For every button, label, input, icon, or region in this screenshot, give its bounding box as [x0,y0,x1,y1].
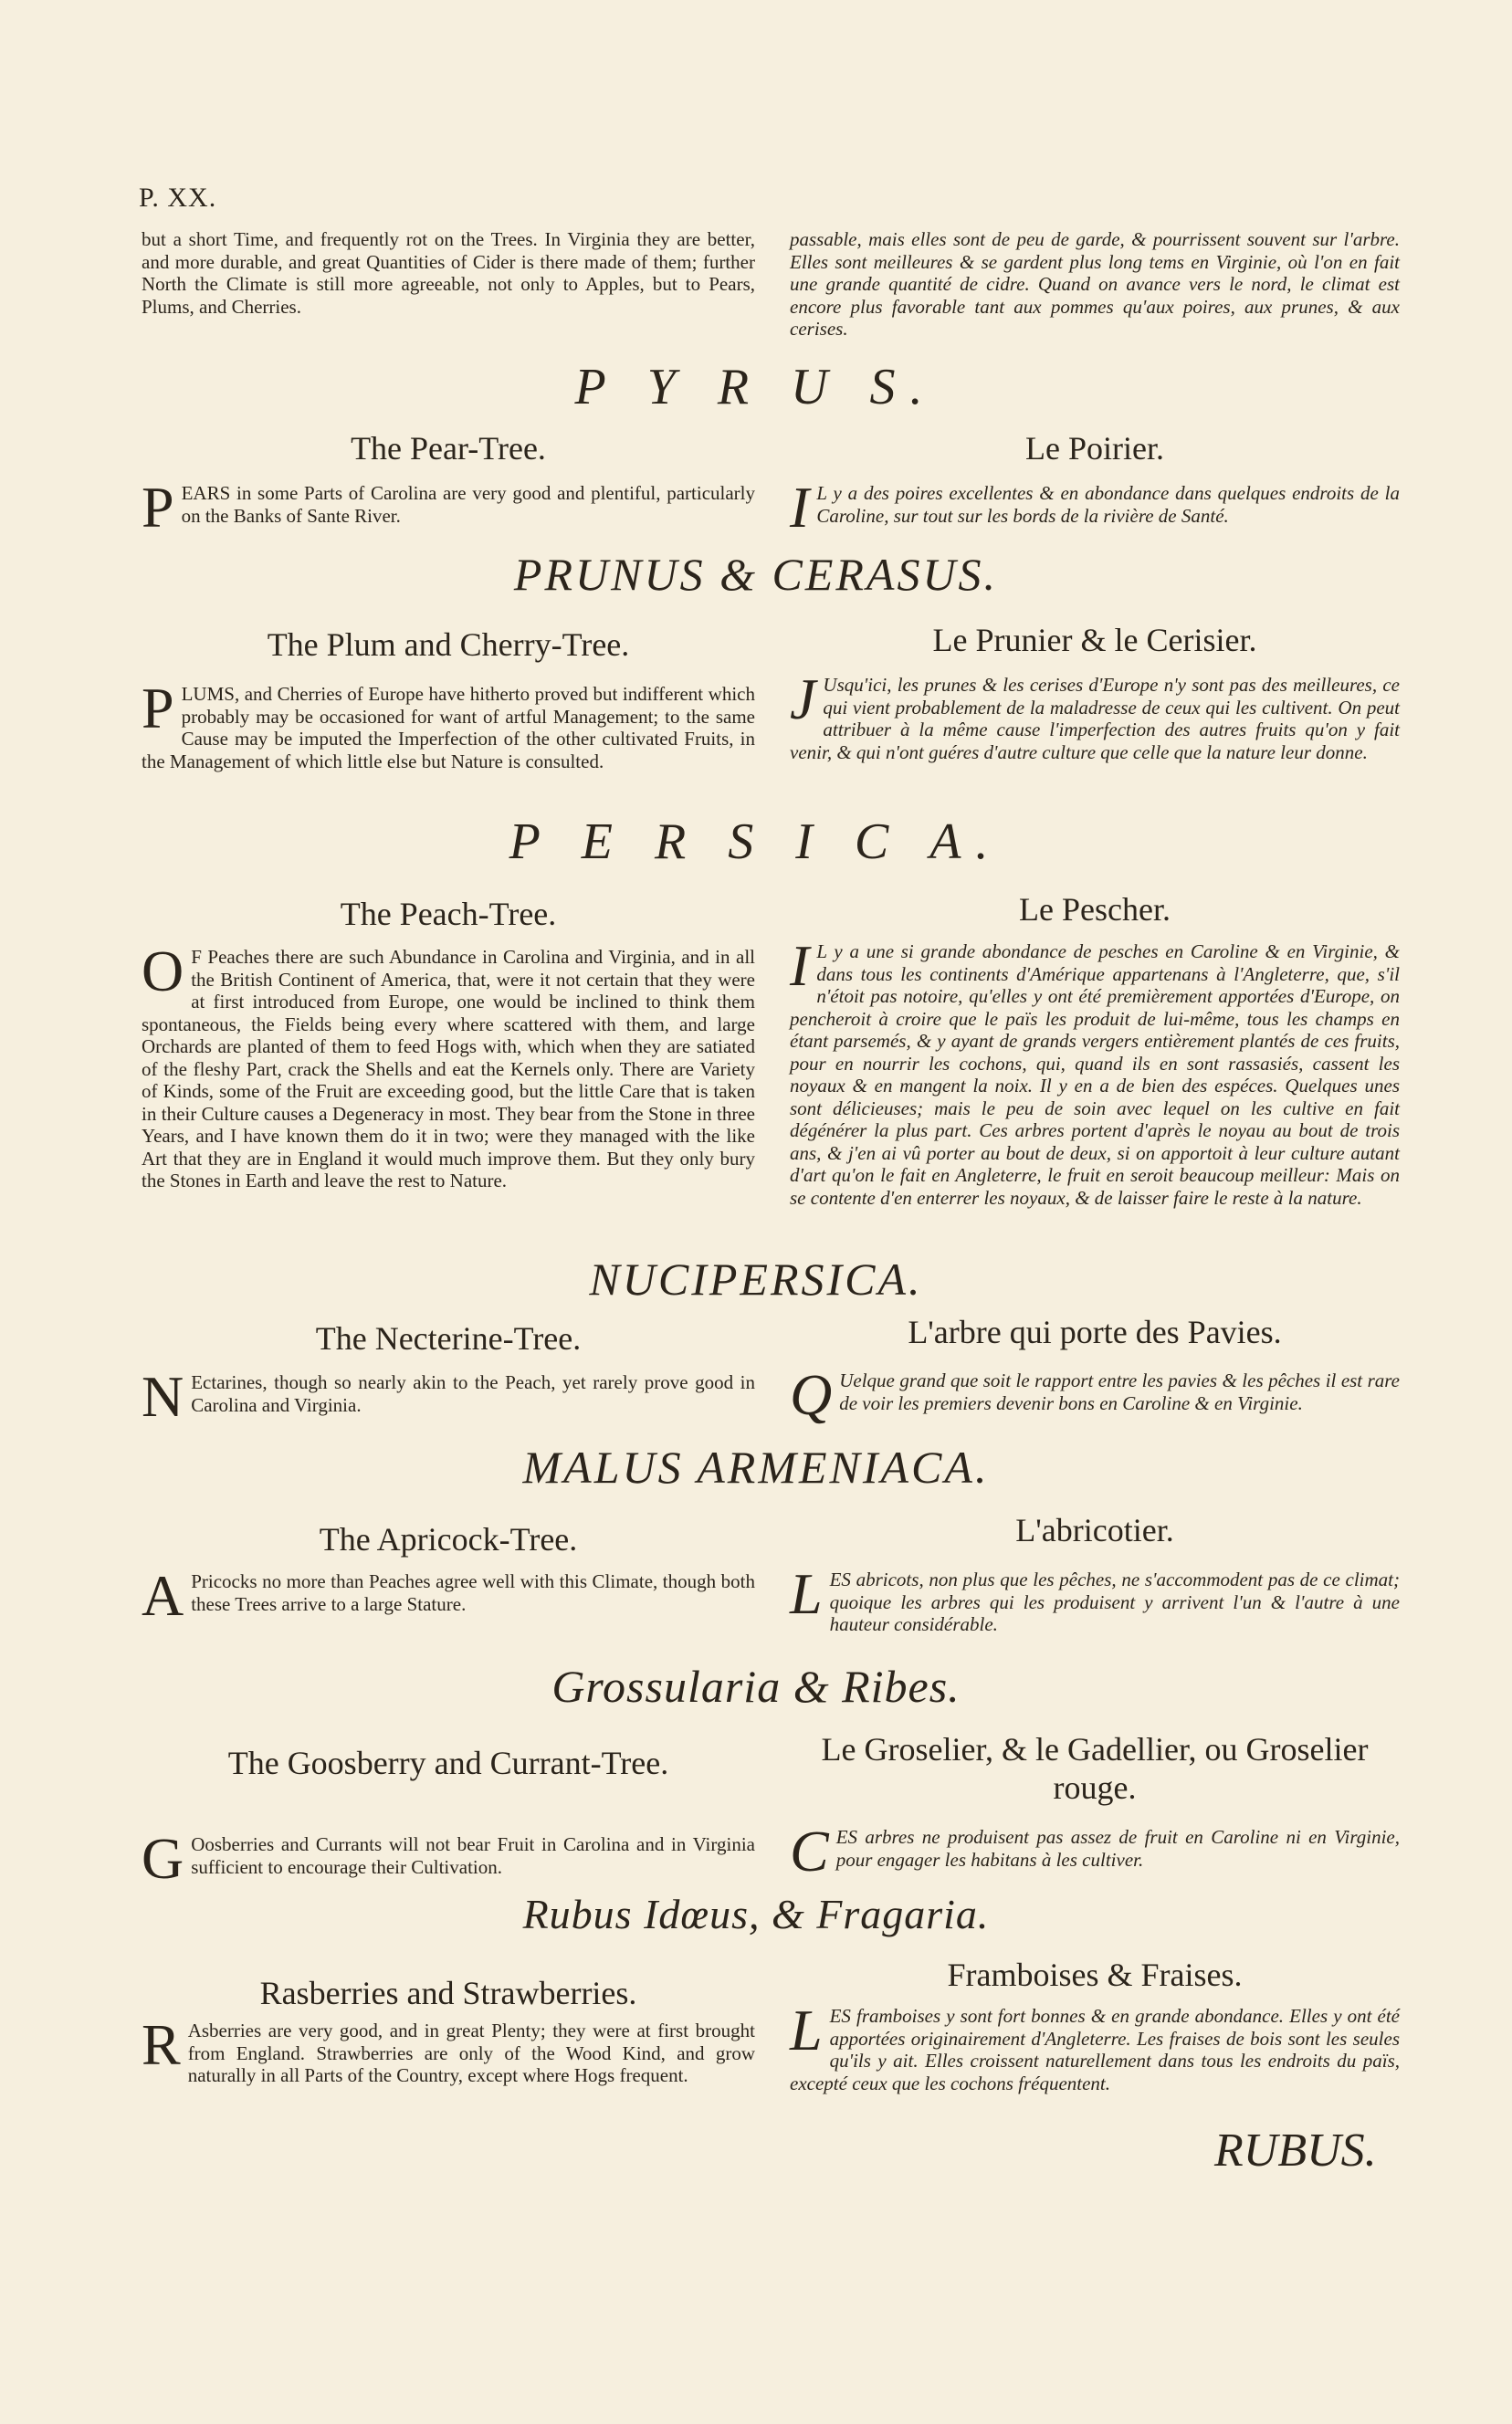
paragraph: ES abricots, non plus que les pêches, ne s'accommodent pas de ce climat; quoique les arbres qui les produisent y arrivent l'un & l'autre à une hauteur considérable. [829,1569,1400,1635]
english-text-rasberries [142,2012,755,2087]
english-text-pear [142,475,755,540]
english-title-rasberries: Rasberries and Strawberries. [259,1975,637,2011]
intro-english: but a short Time, and frequently rot on the Trees. In Virginia they are better, and more durable, and great Quantities of Cider is there made of them; further North the Climate is still more agreeable, not only to Apples, but to Pears, Plums, and Cherries. [142,228,755,318]
section-heading-nucipersica: NUCIPERSICA. [589,1254,923,1305]
drop-cap: P [142,676,174,740]
paragraph: LUMS, and Cherries of Europe have hitherto proved but indifferent which probably may be occasioned for want of artful Management; to the same Cause may be imputed the Imperfection of the other cultivated Fruits, in the Management of which little else but Nature is consulted. [142,683,755,772]
drop-cap: J [790,666,816,731]
paragraph: Uelque grand que soit le rapport entre les pavies & les pêches il est rare de voir les premiers devenir bons en Caroline & en Virginie. [839,1369,1400,1414]
drop-cap: I [790,933,810,998]
catchword: RUBUS. [1214,2125,1377,2177]
paragraph: L y a une si grande abondance de pesches en Caroline & en Virginie, & dans tous les continents d'Amérique appartenans à l'Angleterre, que, s'il n'étoit pas notoire, qu'elles y ont été premièrement apportées d'Europe, on pencheroit à croire que le païs les produit de lui-même, tous les champs en étant parsemés, & y ayant de grands vergers entièrement plantés de ces fruits, pour en nourrir les cochons, qui, quand ils en sont rassasiés, cassent les noyaux & en mangent la noix. Il y en a de bien des espéces. Quelques unes sont délicieuses; mais le peu de soin avec lequel on les cultive en fait dégénérer la plus part. Ces arbres portent d'après le noyau au bout de trois ans, & j'en ai vû porter au bout de deux, si on apportoit à leur culture autant d'art qu'on le fait en Angleterre, le fruit en seroit beaucoup meilleur: Mais on se contente d'en enterrer les noyaux, & de laisser faire le reste à la nature. [790,940,1400,1209]
english-text-goosberry [142,1826,755,1891]
paragraph: ES arbres ne produisent pas assez de fruit en Caroline ni en Virginie, pour engager les habitans à les cultiver. [835,1826,1400,1871]
drop-cap: P [142,475,174,540]
drop-cap: Q [790,1362,833,1427]
drop-cap: O [142,939,184,1003]
paragraph: Asberries are very good, and in great Plenty; they were at first brought from England. Strawberries are only of the Wood Kind, and grow naturally in all Parts of the Country, except where Hogs frequent. [187,2020,755,2086]
french-title-poirier: Le Poirier. [1025,430,1164,467]
section-heading-persica: P E R S I C A. [509,813,1003,870]
english-title-plum: The Plum and Cherry-Tree. [267,626,630,663]
english-title-goosberry: The Goosberry and Currant-Tree. [227,1745,669,1781]
english-title-nectarine: The Necterine-Tree. [315,1320,582,1357]
french-text-groselier [790,1819,1400,1884]
french-text-prunier [790,666,1400,763]
french-title-groselier: Le Groselier, & le Gadellier, ou Groselier rouge. [821,1731,1369,1806]
paragraph: Ectarines, though so nearly akin to the Peach, yet rarely prove good in Carolina and Virginia. [191,1371,755,1416]
french-title-abricotier: L'abricotier. [1015,1512,1174,1548]
paragraph: Usqu'ici, les prunes & les cerises d'Europe n'y sont pas des meilleures, ce qui vient probablement de la maladresse de ceux qui les cultivent. On peut attribuer à la même cause l'imperfection des autres fruits qu'on y fait venir, & qui n'ont guéres d'autre culture que celle que la nature leur donne. [790,674,1400,763]
intro-french: passable, mais elles sont de peu de garde, & pourrissent souvent sur l'arbre. Elles sont meilleures & se gardent plus long tems en Virginie, où l'on en fait une grande quantité de cidre. Quand on avance vers le nord, le climat est encore plus favorable tant aux pommes qu'aux poires, aux prunes, & aux cerises. [790,228,1400,340]
french-text-pavies [790,1362,1400,1427]
drop-cap: G [142,1826,184,1891]
drop-cap: N [142,1364,184,1429]
drop-cap: C [790,1819,829,1884]
paragraph: ES framboises y sont fort bonnes & en grande abondance. Elles y ont été apportées originairement d'Angleterre. Les fraises de bois sont les seules qu'ils y ait. Elles croissent naturellement dans tous les endroits du païs, excepté ceux que les cochons fréquentent. [790,2005,1400,2094]
french-text-abricotier [790,1561,1400,1636]
drop-cap: R [142,2012,181,2077]
drop-cap: A [142,1563,184,1628]
page-number: P. XX. [139,183,217,213]
drop-cap: I [790,475,810,540]
section-heading-rubus-idoeus: Rubus Idœus, & Fragaria. [522,1891,990,1937]
paragraph: L y a des poires excellentes & en abondance dans quelques endroits de la Caroline, sur tout sur les bords de la rivière de Santé. [816,482,1400,527]
drop-cap: L [790,1561,823,1626]
paragraph: Oosberries and Currants will not bear Fruit in Carolina and in Virginia sufficient to encourage their Cultivation. [191,1833,755,1878]
english-text-peach [142,939,755,1192]
french-text-poirier [790,475,1400,540]
french-text-framboises [790,1998,1400,2094]
section-heading-prunus: PRUNUS & CERASUS. [513,549,999,600]
section-heading-pyrus: P Y R U S. [574,359,938,415]
french-title-pavies: L'arbre qui porte des Pavies. [908,1314,1282,1350]
french-title-prunier: Le Prunier & le Cerisier. [932,622,1257,658]
french-title-pescher: Le Pescher. [1019,891,1171,928]
section-heading-grossularia: Grossularia & Ribes. [551,1661,961,1712]
english-title-pear: The Pear-Tree. [351,430,546,467]
english-title-peach: The Peach-Tree. [340,896,557,932]
paragraph: EARS in some Parts of Carolina are very good and plentiful, particularly on the Banks of Sante River. [181,482,755,527]
section-heading-malus: MALUS ARMENIACA. [522,1442,990,1493]
paragraph: F Peaches there are such Abundance in Carolina and Virginia, and in all the British Continent of America, that, were it not certain that they were at first introduced from Europe, one would be inclined to think them spontaneous, the Fields being every where scattered with them, and large Orchards are planted of them to feed Hogs with, which when they are satiated of the fleshy Part, crack the Shells and eat the Kernels only. There are Variety of Kinds, some of the Fruit are exceeding good, but the little Care that is taken in their Culture causes a Degeneracy in most. They bear from the Stone in three Years, and I have known them do it in two; were they managed with the like Art that they are in England it would much improve them. But they only bury the Stones in Earth and leave the rest to Nature. [142,946,755,1191]
english-title-apricock: The Apricock-Tree. [319,1521,578,1558]
english-text-apricock [142,1563,755,1628]
english-text-nectarine [142,1364,755,1429]
english-text-plum [142,676,755,772]
french-title-framboises: Framboises & Fraises. [947,1957,1243,1993]
drop-cap: L [790,1998,823,2062]
paragraph: Pricocks no more than Peaches agree well with this Climate, though both these Trees arrive to a large Stature. [191,1570,755,1615]
french-text-pescher [790,933,1400,1209]
